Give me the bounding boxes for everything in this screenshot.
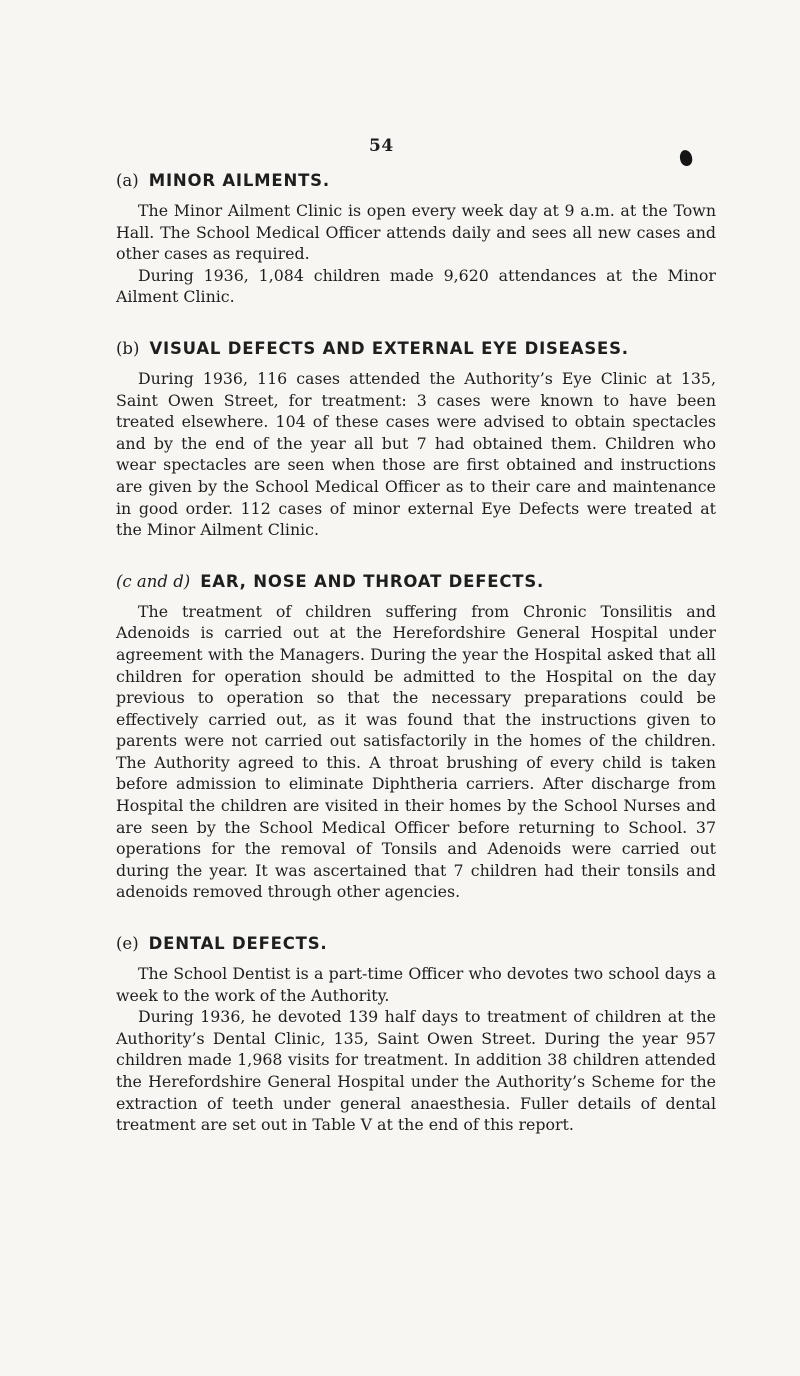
- section-heading: [116, 569, 716, 595]
- section-dental-defects: [116, 931, 716, 1136]
- paragraph: The Minor Ailment Clinic is open every week day at 9 a.m. at the Town Hall. The School Medical Officer attends daily and sees all new cases and other cases as required.: [116, 201, 716, 264]
- paragraph: During 1936, 1,084 children made 9,620 attendances at the Minor Ailment Clinic.: [116, 265, 716, 307]
- paragraph: The School Dentist is a part-time Officer who devotes two school days a week to the work of the Authority.: [116, 964, 716, 1005]
- section-marker: (a): [116, 171, 139, 190]
- section-marker: (c and d): [116, 571, 191, 591]
- section-title: VISUAL DEFECTS AND EXTERNAL EYE DISEASES.: [149, 338, 629, 358]
- section-ear-nose-throat: [116, 569, 716, 903]
- section-title: MINOR AILMENTS.: [148, 171, 330, 190]
- section-marker: (e): [116, 934, 139, 954]
- paragraph: During 1936, 116 cases attended the Authority’s Eye Clinic at 135, Saint Owen Street, for treatment: 3 cases were known to have been treated elsewhere. 104 of these cases were advised to obtain spectacles and by the end of the year all but 7 had obtained them. Children who wear spectacles are seen when those are first obtained and instructions are given by the School Medical Officer as to their care and maintenance in good order. 112 cases of minor external Eye Defects were treated at the Minor Ailment Clinic.: [116, 368, 716, 540]
- section-title: DENTAL DEFECTS.: [148, 934, 328, 954]
- section-marker: (b): [116, 338, 140, 358]
- section-visual-defects: [116, 336, 716, 541]
- paragraph: During 1936, he devoted 139 half days to treatment of children at the Authority’s Dental Clinic, 135, Saint Owen Street. During the year 957 children made 1,968 visits for treatment. In addition 38 children attended the Herefordshire General Hospital under the Authority’s Scheme for the extraction of teeth under general anaesthesia. Fuller details of dental treatment are set out in Table V at the end of this report.: [116, 1007, 716, 1135]
- ink-blot: [678, 149, 693, 167]
- page-content: [116, 168, 716, 1136]
- paragraph: The treatment of children suffering from Chronic Tonsilitis and Adenoids is carried out at the Herefordshire General Hospital under agreement with the Managers. During the year the Hospital asked that all children for operation should be admitted to the Hospital on the day previous to operation so that the necessary preparations could be effectively carried out, as it was found that the instructions given to parents were not carried out satisfactorily in the homes of the children. The Authority agreed to this. A throat brushing of every child is taken before admission to eliminate Diphtheria carriers. After discharge from Hospital the children are visited in their homes by the School Nurses and are seen by the School Medical Officer before returning to School. 37 operations for the removal of Tonsils and Adenoids were carried out during the year. It was ascertained that 7 children had their tonsils and adenoids removed through other agencies.: [116, 601, 716, 902]
- section-title: EAR, NOSE AND THROAT DEFECTS.: [200, 571, 545, 591]
- section-heading: [116, 931, 716, 957]
- section-heading: [116, 336, 716, 362]
- section-minor-ailments: [116, 168, 716, 308]
- page-number: 54: [369, 136, 394, 156]
- section-heading: [116, 168, 716, 194]
